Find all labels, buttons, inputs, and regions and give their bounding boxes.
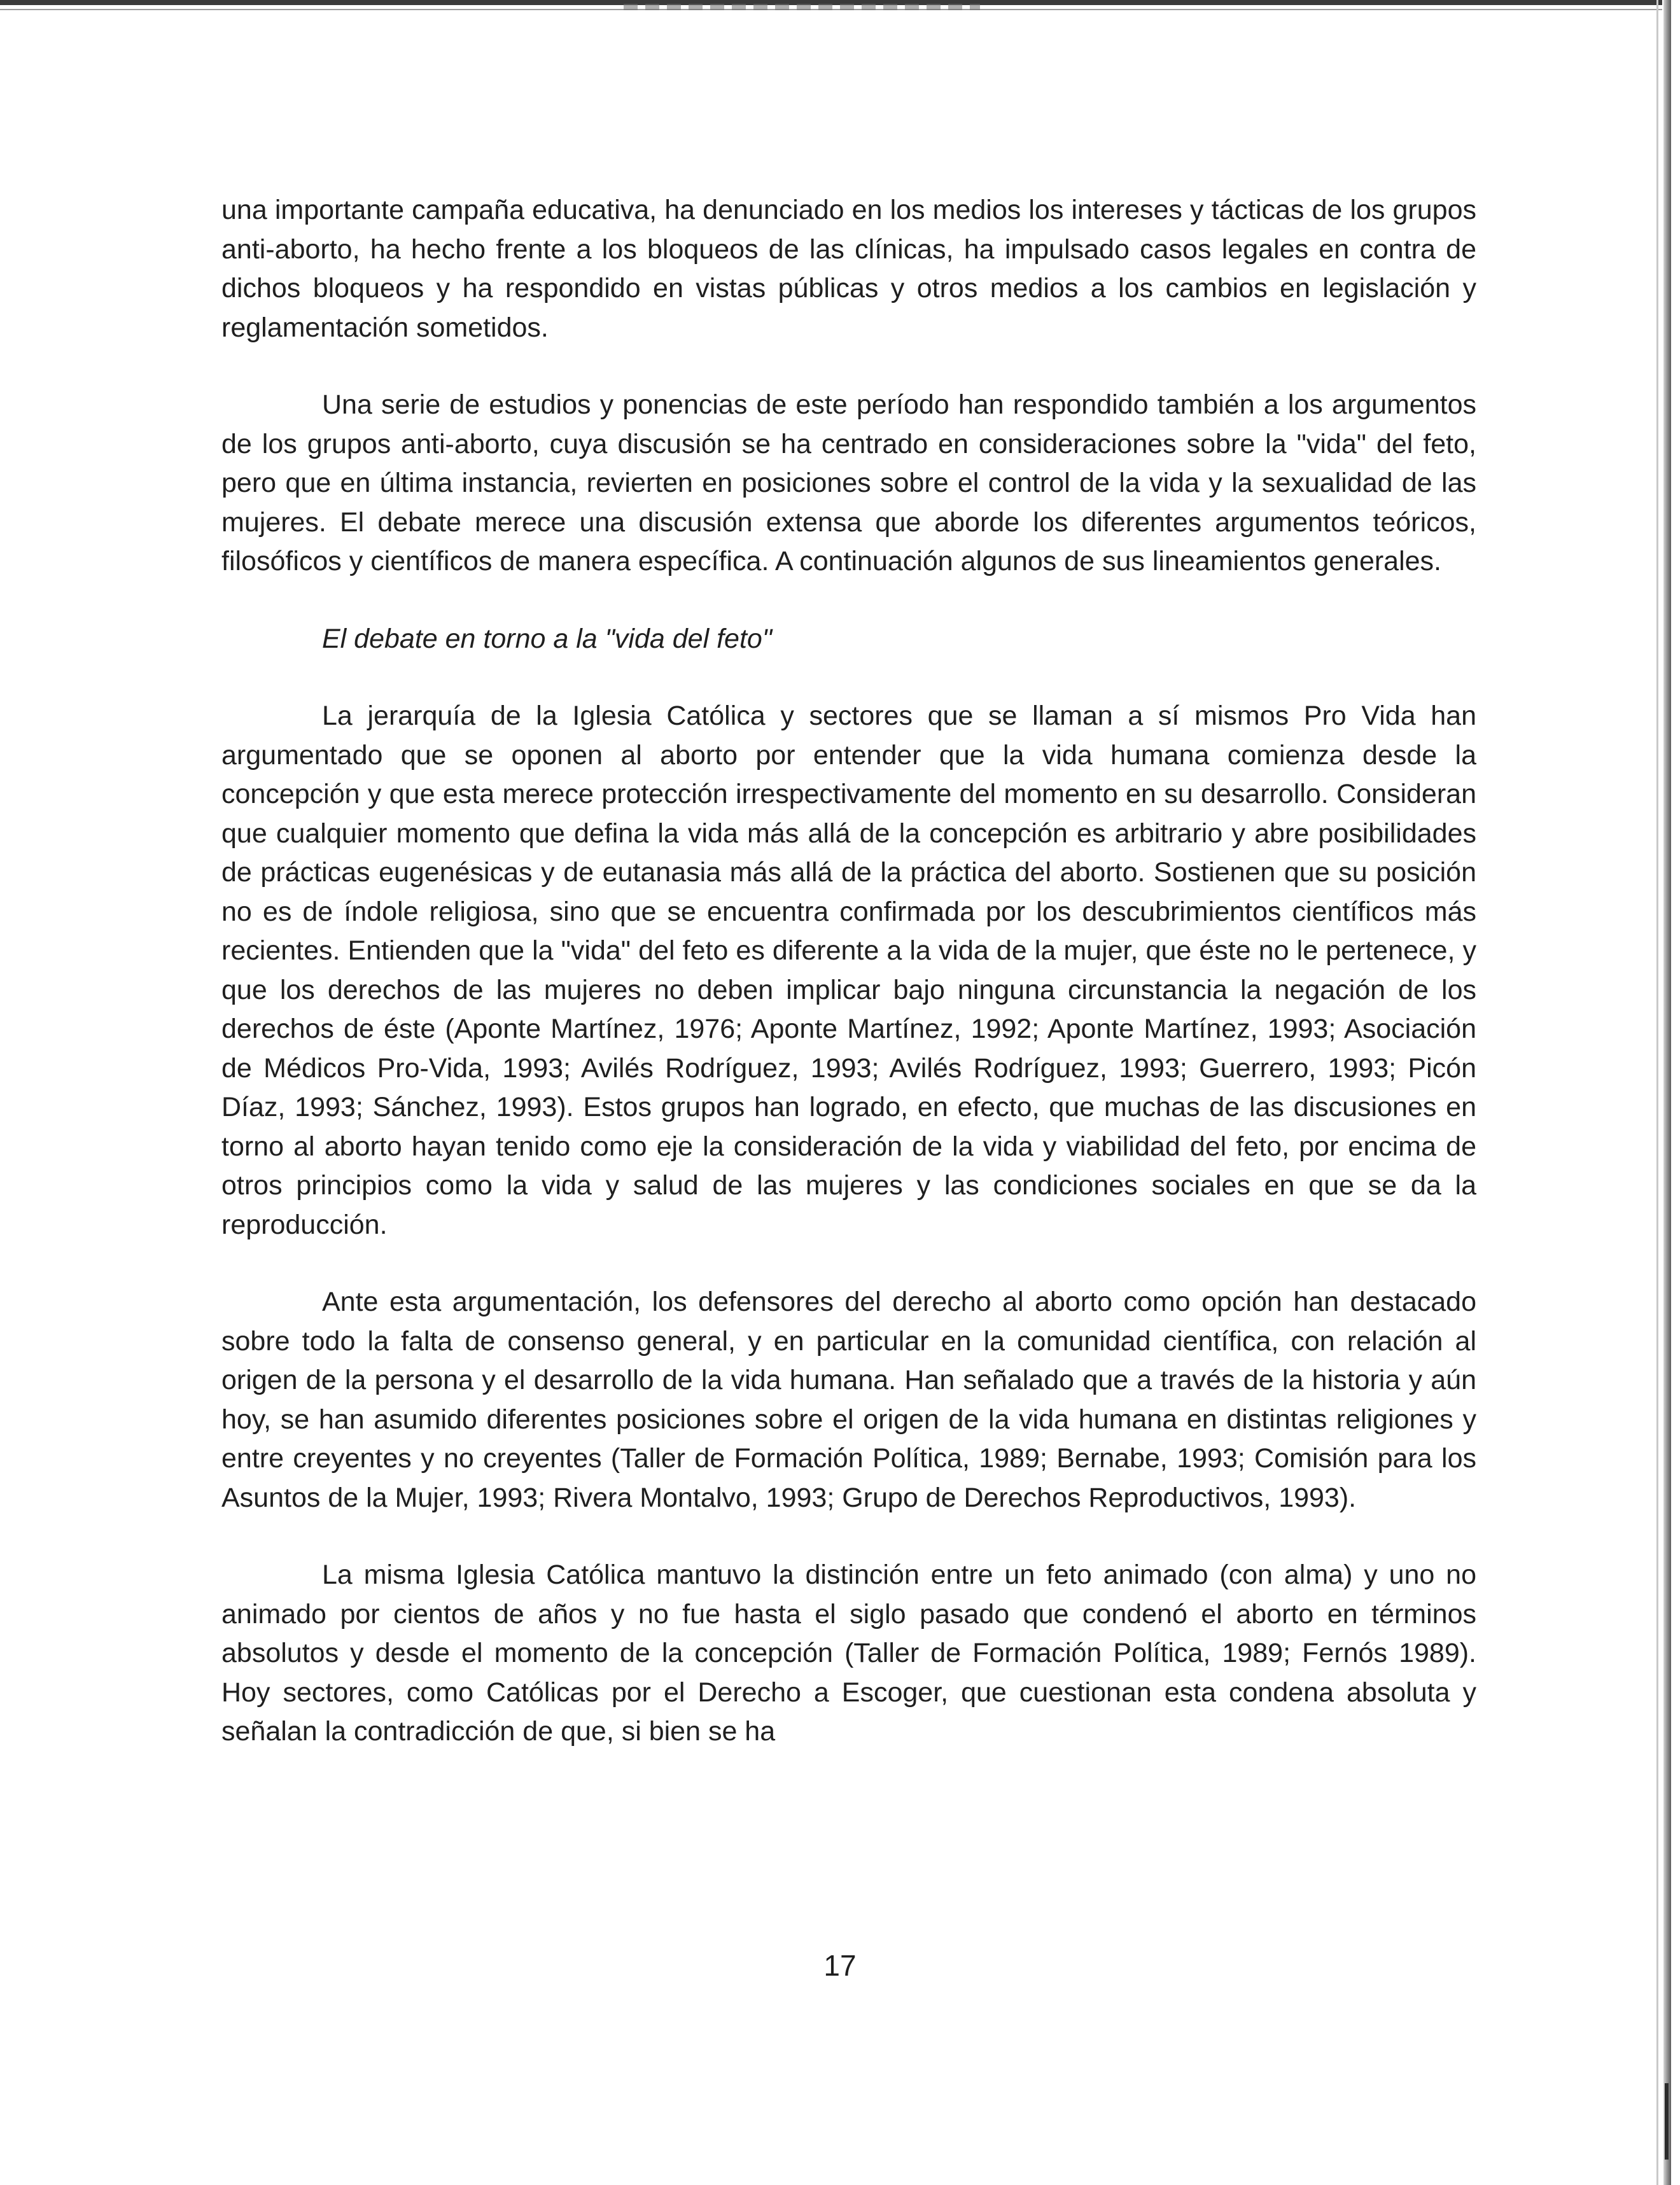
- paragraph-3: La jerarquía de la Iglesia Católica y sectores que se llaman a sí mismos Pro Vida han argumentado que se oponen al aborto por entender que la vida humana comienza desde la concepción y que esta merece protección irrespectivamente del momento en su desarrollo. Consideran que cualquier momento que defina la vida más allá de la concepción es arbitrario y abre posibilidades de prácticas eugenésicas y de eutanasia más allá de la práctica del aborto. Sostienen que su posición no es de índole religiosa, sino que se encuentra confirmada por los descubrimientos científicos más recientes. Entienden que la "vida" del feto es diferente a la vida de la mujer, que éste no le pertenece, y que los derechos de las mujeres no deben implicar bajo ninguna circunstancia la negación de los derechos de éste (Aponte Martínez, 1976; Aponte Martínez, 1992; Aponte Martínez, 1993; Asociación de Médicos Pro-Vida, 1993; Avilés Rodríguez, 1993; Avilés Rodríguez, 1993; Guerrero, 1993; Picón Díaz, 1993; Sánchez, 1993). Estos grupos han logrado, en efecto, que muchas de las discusiones en torno al aborto hayan tenido como eje la consideración de la vida y viabilidad del feto, por encima de otros principios como la vida y salud de las mujeres y las condiciones sociales en que se da la reproducción.: [221, 701, 1476, 1240]
- page-body: [221, 191, 1476, 1790]
- section-heading: El debate en torno a la "vida del feto": [322, 623, 773, 654]
- paragraph-1: una importante campaña educativa, ha denunciado en los medios los intereses y tácticas de los grupos anti-aborto, ha hecho frente a los bloqueos de las clínicas, ha impulsado casos legales en contra de dichos bloqueos y ha respondido en vistas públicas y otros medios a los cambios en legislación y reglamentación sometidos.: [221, 195, 1476, 343]
- paragraph-4: Ante esta argumentación, los defensores del derecho al aborto como opción han destacado sobre todo la falta de consenso general, y en particular en la comunidad científica, con relación al origen de la persona y el desarrollo de la vida humana. Han señalado que a través de la historia y aún hoy, se han asumido diferentes posiciones sobre el origen de la vida humana en distintas religiones y entre creyentes y no creyentes (Taller de Formación Política, 1989; Bernabe, 1993; Comisión para los Asuntos de la Mujer, 1993; Rivera Montalvo, 1993; Grupo de Derechos Reproductivos, 1993).: [221, 1287, 1476, 1513]
- scan-smudge: [624, 4, 980, 10]
- scan-right-edge: [1663, 0, 1671, 2185]
- scan-right-edge-line: [1656, 0, 1658, 2185]
- page-number: 17: [823, 1949, 857, 1982]
- paragraph-2: Una serie de estudios y ponencias de este período han respondido también a los argumentos de los grupos anti-aborto, cuya discusión se ha centrado en consideraciones sobre la "vida" del feto, pero que en última instancia, revierten en posiciones sobre el control de la vida y la sexualidad de las mujeres. El debate merece una discusión extensa que aborde los diferentes argumentos teóricos, filosóficos y científicos de manera específica. A continuación algunos de sus lineamientos generales.: [221, 389, 1476, 576]
- paragraph-5: La misma Iglesia Católica mantuvo la distinción entre un feto animado (con alma) y uno no animado por cientos de años y no fue hasta el siglo pasado que condenó el aborto en términos absolutos y desde el momento de la concepción (Taller de Formación Política, 1989; Fernós 1989). Hoy sectores, como Católicas por el Derecho a Escoger, que cuestionan esta condena absoluta y señalan la contradicción de que, si bien se ha: [221, 1560, 1476, 1747]
- scan-corner-mark: [1665, 2083, 1669, 2160]
